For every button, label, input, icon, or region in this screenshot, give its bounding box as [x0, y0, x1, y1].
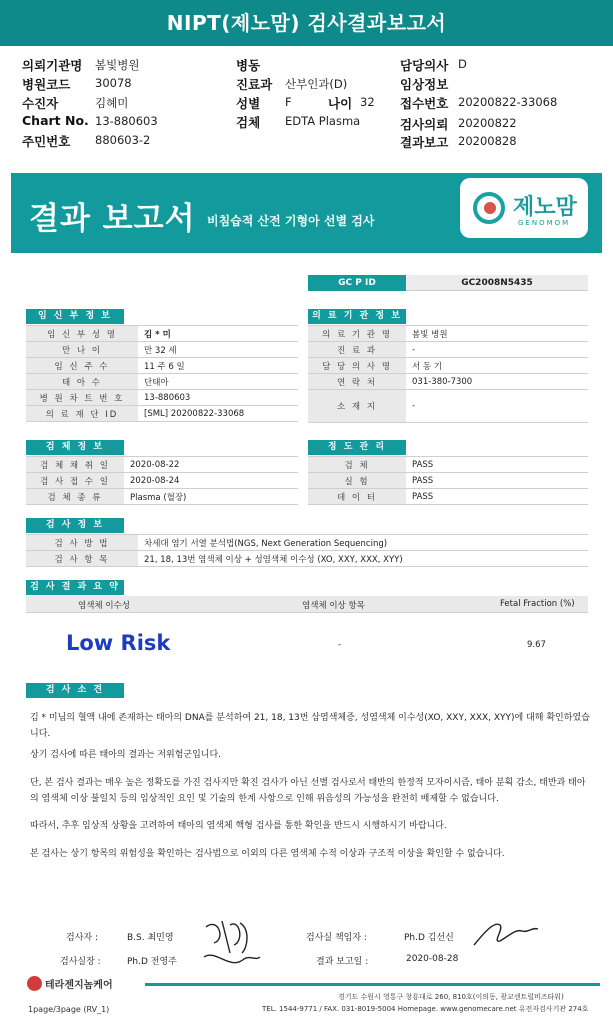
- row-key: 의 료 재 단 ID: [26, 406, 138, 422]
- results-col-fetal-fraction: Fetal Fraction (%): [500, 599, 575, 609]
- table-row: [26, 390, 298, 406]
- row-key: 검 사 항 목: [26, 551, 138, 567]
- row-key: 검 사 방 법: [26, 535, 138, 551]
- code-value: 30078: [95, 76, 132, 90]
- table-row: [26, 342, 298, 358]
- results-header: [26, 596, 588, 613]
- genomom-logo: [460, 178, 588, 238]
- table-row: [308, 390, 588, 423]
- row-key: 임 신 부 성 명: [26, 326, 138, 342]
- row-value: -: [406, 342, 588, 358]
- institution-info-table: [308, 325, 588, 423]
- row-key: 실 험: [308, 473, 406, 489]
- dept-label: 진료과: [236, 77, 273, 92]
- qc-info-table: [308, 456, 588, 505]
- clinical-label: 임상정보: [400, 77, 449, 92]
- fetal-fraction-value: 9.67: [527, 640, 546, 650]
- doctor-value: D: [458, 57, 467, 71]
- table-row: [26, 489, 298, 505]
- row-value: 031-380-7300: [406, 374, 588, 390]
- row-value: Plasma (혈장): [124, 489, 298, 505]
- tester-signature-icon: [200, 913, 262, 973]
- patient-value: 김혜미: [95, 96, 129, 110]
- hospital-value: 봄빛병원: [95, 58, 140, 72]
- receipt-value: 20200822-33068: [458, 95, 558, 109]
- company-logo-icon: [27, 976, 42, 991]
- table-row: [26, 551, 588, 567]
- row-value: 서 동 기: [406, 358, 588, 374]
- report-value: 20200828: [458, 134, 517, 148]
- row-value: 봄빛 병원: [406, 326, 588, 342]
- row-value: PASS: [406, 473, 588, 489]
- age-label: 나이: [328, 96, 353, 111]
- row-key: 검 체 채 취 일: [26, 457, 124, 473]
- row-key: 검 체: [308, 457, 406, 473]
- receipt-label: 접수번호: [400, 96, 449, 111]
- opinion-paragraph-4: 따라서, 추후 임상적 상황을 고려하여 태아의 염색체 핵형 검사를 통한 확인을 반드시 시행하시기 바랍니다.: [30, 821, 447, 831]
- gcp-id-label: GC P ID: [308, 275, 406, 291]
- specimen-info-table: [26, 456, 298, 505]
- row-key: 연 락 처: [308, 374, 406, 390]
- row-value: 만 32 세: [138, 342, 298, 358]
- tester-label: 검사자 :: [66, 933, 98, 943]
- director-name: Ph.D 전영주: [127, 957, 177, 967]
- row-key: 의 료 기 관 명: [308, 326, 406, 342]
- row-key: 태 아 수: [26, 374, 138, 390]
- row-value: 11 주 6 일: [138, 358, 298, 374]
- lab-head-name: Ph.D 김선신: [404, 933, 454, 943]
- row-value: 2020-08-22: [124, 457, 298, 473]
- row-value: 13-880603: [138, 390, 298, 406]
- code-label: 병원코드: [22, 77, 71, 92]
- table-row: [26, 374, 298, 390]
- row-value: PASS: [406, 489, 588, 505]
- row-key: 소 재 지: [308, 390, 406, 423]
- pregnant-section-label: 임 신 부 정 보: [26, 309, 124, 324]
- table-row: [308, 358, 588, 374]
- table-row: [26, 473, 298, 489]
- row-key: 데 이 터: [308, 489, 406, 505]
- table-row: [308, 374, 588, 390]
- lab-head-label: 검사실 책임자 :: [306, 933, 367, 943]
- table-row: [26, 457, 298, 473]
- table-row: [26, 358, 298, 374]
- dept-value: 산부인과(D): [285, 77, 348, 91]
- logo-dot-icon: [484, 202, 496, 214]
- opinion-paragraph-1: 김 * 미님의 혈액 내에 존재하는 태아의 DNA를 분석하여 21, 18, 13번 삼염색체증, 성염색체 이수성(XO, XXY, XXX, XYY)에 대해 확인하였습니다.: [30, 713, 590, 739]
- specimen-label: 검체: [236, 115, 261, 130]
- opinion-paragraph-2: 상기 검사에 따른 태아의 결과는 저위험군입니다.: [30, 750, 222, 760]
- patient-label: 수진자: [22, 96, 59, 111]
- institution-section-label: 의 료 기 관 정 보: [308, 309, 406, 324]
- row-value: [SML] 20200822-33068: [138, 406, 298, 422]
- test-info-table: [26, 534, 588, 567]
- table-row: [308, 473, 588, 489]
- table-row: [308, 457, 588, 473]
- row-value: 차세대 염기 서열 분석법(NGS, Next Generation Sequencing): [138, 535, 588, 551]
- table-row: [308, 342, 588, 358]
- risk-result: Low Risk: [66, 631, 171, 655]
- table-row: [308, 489, 588, 505]
- opinion-paragraph-3: 단, 본 검사 결과는 매우 높은 정확도를 가진 검사지만 확진 검사가 아닌 선별 검사로서 태반의 한정적 모자이시즘, 태아 분획 감소, 태반과 태아의 염색체 이상 불일치 등의 임상적인 요인 및 기술의 한계 사항으로 인해 위음성의 가능성을 완전히 배제할 수 없습니다.: [30, 778, 586, 804]
- row-value: 김 * 미: [138, 326, 298, 342]
- ward-label: 병동: [236, 58, 261, 73]
- footer-contact: TEL. 1544-9771 / FAX. 031-8019-5004 Homepage. www.genomecare.net 유전자검사기관 274호: [262, 1005, 589, 1013]
- report-date-label: 결과 보고일 :: [316, 957, 369, 967]
- ssn-value: 880603-2: [95, 133, 151, 147]
- results-col-abnormal: 염색체 이상 항목: [302, 601, 365, 611]
- row-key: 임 신 주 수: [26, 358, 138, 374]
- pregnant-info-table: [26, 325, 298, 422]
- row-value: 단태아: [138, 374, 298, 390]
- table-row: [26, 326, 298, 342]
- gcp-id-value: GC2008N5435: [406, 275, 588, 291]
- banner-title: 결과 보고서: [29, 201, 196, 237]
- director-label: 검사실장 :: [60, 957, 101, 967]
- ssn-label: 주민번호: [22, 134, 71, 149]
- row-value: PASS: [406, 457, 588, 473]
- logo-subtext: GENOMOM: [518, 219, 571, 227]
- lab-head-signature-icon: [470, 915, 540, 951]
- report-header: NIPT(제노맘) 검사결과보고서: [0, 0, 613, 46]
- row-key: 검 사 접 수 일: [26, 473, 124, 489]
- opinion-section-label: 검 사 소 견: [26, 683, 124, 698]
- age-value: 32: [360, 95, 375, 109]
- logo-text: 제노맘: [513, 195, 577, 220]
- results-col-aneuploidy: 염색체 이수성: [78, 601, 130, 611]
- table-row: [26, 406, 298, 422]
- company-name: 테라젠지놈케어: [45, 980, 113, 991]
- report-label: 결과보고: [400, 135, 449, 150]
- row-value: 21, 18, 13번 염색체 이상 + 성염색체 이수성 (XO, XXY, XXX, XYY): [138, 551, 588, 567]
- abnormal-value: -: [338, 640, 342, 650]
- row-key: 병 원 차 트 번 호: [26, 390, 138, 406]
- report-banner: [11, 173, 602, 253]
- request-value: 20200822: [458, 116, 517, 130]
- report-date-value: 2020-08-28: [406, 954, 459, 964]
- sex-label: 성별: [236, 96, 261, 111]
- specimen-value: EDTA Plasma: [285, 114, 361, 128]
- banner-subtitle: 비침습적 산전 기형아 선별 검사: [207, 214, 375, 228]
- chart-label: Chart No.: [22, 113, 89, 128]
- chart-value: 13-880603: [95, 114, 158, 128]
- table-row: [26, 535, 588, 551]
- opinion-paragraph-5: 본 검사는 상기 항목의 위험성을 확인하는 검사법으로 이외의 다른 염색체 수적 이상과 구조적 이상을 확인할 수 없습니다.: [30, 849, 505, 859]
- qc-section-label: 정 도 관 리: [308, 440, 406, 455]
- specimen-section-label: 검 체 정 보: [26, 440, 124, 455]
- sex-value: F: [285, 95, 292, 109]
- footer-address: 경기도 수원시 영통구 창룡대로 260, 810호(이의동, 광교센트럴비즈타워): [338, 993, 564, 1001]
- doctor-label: 담당의사: [400, 58, 449, 73]
- row-key: 담 당 의 사 명: [308, 358, 406, 374]
- results-section-label: 검 사 결 과 요 약: [26, 580, 124, 595]
- tester-name: B.S. 최민영: [127, 933, 174, 943]
- row-key: 만 나 이: [26, 342, 138, 358]
- row-value: -: [406, 390, 588, 423]
- test-section-label: 검 사 정 보: [26, 518, 124, 533]
- row-key: 진 료 과: [308, 342, 406, 358]
- request-label: 검사의뢰: [400, 117, 449, 132]
- hospital-label: 의뢰기관명: [22, 58, 83, 73]
- page-number: 1page/3page (RV_1): [28, 1005, 110, 1014]
- table-row: [308, 326, 588, 342]
- row-value: 2020-08-24: [124, 473, 298, 489]
- row-key: 검 체 종 류: [26, 489, 124, 505]
- footer-divider: [145, 983, 600, 986]
